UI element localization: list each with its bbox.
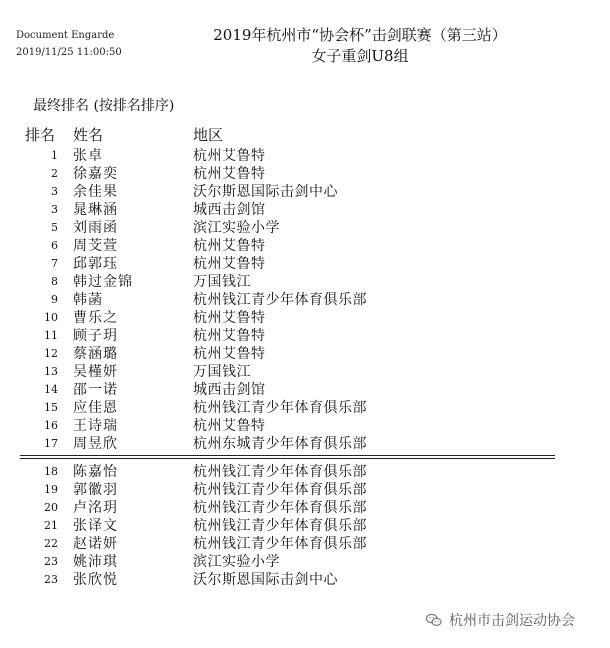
rank-cell: 11	[44, 329, 58, 342]
column-header-region: 地区	[193, 126, 224, 144]
rank-cell: 3	[51, 185, 58, 198]
region-cell: 杭州艾鲁特	[193, 238, 266, 254]
name-cell: 邵一诺	[73, 382, 118, 398]
rank-cell: 21	[44, 519, 58, 532]
ranking-table	[0, 147, 610, 589]
region-cell: 杭州钱江青少年体育俱乐部	[193, 518, 367, 534]
rank-cell: 10	[44, 311, 58, 324]
document-title: 2019年杭州市“协会杯”击剑联赛（第三站）	[213, 26, 507, 44]
table-row	[0, 399, 610, 417]
region-cell: 沃尔斯恩国际击剑中心	[193, 572, 338, 588]
table-row	[0, 309, 610, 327]
name-cell: 张译文	[73, 518, 118, 534]
table-row	[0, 327, 610, 345]
table-row	[0, 499, 610, 517]
table-divider	[0, 455, 610, 461]
name-cell: 顾子玥	[73, 328, 118, 344]
table-row	[0, 417, 610, 435]
table-row	[0, 273, 610, 291]
table-row	[0, 165, 610, 183]
region-cell: 杭州艾鲁特	[193, 148, 266, 164]
region-cell: 杭州东城青少年体育俱乐部	[193, 436, 367, 452]
name-cell: 徐嘉奕	[73, 166, 118, 182]
table-row	[0, 553, 610, 571]
name-cell: 陈嘉怡	[73, 464, 118, 480]
region-cell: 城西击剑馆	[193, 202, 266, 218]
name-cell: 曹乐之	[73, 310, 118, 326]
ranking-rows-bottom	[0, 463, 610, 589]
region-cell: 杭州艾鲁特	[193, 256, 266, 272]
name-cell: 赵诺妍	[73, 536, 118, 552]
table-row	[0, 363, 610, 381]
table-row	[0, 291, 610, 309]
table-row	[0, 481, 610, 499]
name-cell: 蔡涵璐	[73, 346, 118, 362]
region-cell: 杭州艾鲁特	[193, 418, 266, 434]
rank-cell: 1	[51, 149, 58, 162]
rank-cell: 23	[44, 573, 58, 586]
rank-cell: 22	[44, 537, 58, 550]
region-cell: 杭州艾鲁特	[193, 328, 266, 344]
name-cell: 吴槿妍	[73, 364, 118, 380]
table-row	[0, 345, 610, 363]
region-cell: 杭州钱江青少年体育俱乐部	[193, 482, 367, 498]
region-cell: 杭州钱江青少年体育俱乐部	[193, 464, 367, 480]
region-cell: 杭州钱江青少年体育俱乐部	[193, 500, 367, 516]
rank-cell: 23	[44, 555, 58, 568]
watermark-text: 杭州市击剑运动协会	[449, 613, 575, 629]
watermark	[425, 610, 575, 630]
name-cell: 卢洺玥	[73, 500, 118, 516]
app-name: Document Engarde	[16, 30, 115, 41]
table-row	[0, 237, 610, 255]
rank-cell: 8	[51, 275, 58, 288]
rank-cell: 6	[51, 239, 58, 252]
region-cell: 杭州钱江青少年体育俱乐部	[193, 400, 367, 416]
name-cell: 郭徽羽	[73, 482, 118, 498]
name-cell: 张卓	[73, 148, 103, 164]
rank-cell: 19	[44, 483, 58, 496]
rank-cell: 5	[51, 221, 58, 234]
document-subtitle: 女子重剑U8组	[311, 47, 409, 65]
table-row	[0, 535, 610, 553]
rank-cell: 20	[44, 501, 58, 514]
table-row	[0, 183, 610, 201]
table-row	[0, 219, 610, 237]
rank-cell: 15	[44, 401, 58, 414]
region-cell: 万国钱江	[193, 364, 251, 380]
rank-cell: 12	[44, 347, 58, 360]
table-row	[0, 255, 610, 273]
rank-cell: 13	[44, 365, 58, 378]
name-cell: 姚沛琪	[73, 554, 118, 570]
column-header-name: 姓名	[73, 126, 104, 144]
name-cell: 张欣悦	[73, 572, 118, 588]
table-row	[0, 435, 610, 453]
name-cell: 王诗瑞	[73, 418, 118, 434]
region-cell: 杭州钱江青少年体育俱乐部	[193, 536, 367, 552]
rank-cell: 17	[44, 437, 58, 450]
region-cell: 杭州艾鲁特	[193, 310, 266, 326]
region-cell: 杭州艾鲁特	[193, 166, 266, 182]
rank-cell: 16	[44, 419, 58, 432]
name-cell: 韩菡	[73, 292, 103, 308]
table-row	[0, 517, 610, 535]
region-cell: 沃尔斯恩国际击剑中心	[193, 184, 338, 200]
table-row	[0, 381, 610, 399]
name-cell: 应佳恩	[73, 400, 118, 416]
name-cell: 刘雨函	[73, 220, 118, 236]
rank-cell: 3	[51, 203, 58, 216]
region-cell: 滨江实验小学	[193, 220, 280, 236]
rank-cell: 7	[51, 257, 58, 270]
region-cell: 万国钱江	[193, 274, 251, 290]
name-cell: 周芠萱	[73, 238, 118, 254]
table-row	[0, 201, 610, 219]
name-cell: 余佳果	[73, 184, 118, 200]
name-cell: 晁琳涵	[73, 202, 118, 218]
rank-cell: 14	[44, 383, 58, 396]
region-cell: 城西击剑馆	[193, 382, 266, 398]
ranking-rows-top	[0, 147, 610, 453]
print-datetime: 2019/11/25 11:00:50	[16, 47, 122, 58]
name-cell: 韩过金锦	[73, 274, 133, 290]
rank-cell: 18	[44, 465, 58, 478]
wechat-icon	[425, 611, 443, 629]
table-row	[0, 571, 610, 589]
section-title: 最终排名 (按排名排序)	[33, 98, 175, 114]
name-cell: 邱郭珏	[73, 256, 118, 272]
region-cell: 杭州钱江青少年体育俱乐部	[193, 292, 367, 308]
region-cell: 滨江实验小学	[193, 554, 280, 570]
region-cell: 杭州艾鲁特	[193, 346, 266, 362]
name-cell: 周昱欣	[73, 436, 118, 452]
table-row	[0, 147, 610, 165]
table-row	[0, 463, 610, 481]
rank-cell: 2	[51, 167, 58, 180]
column-header-rank: 排名	[25, 126, 56, 144]
rank-cell: 9	[51, 293, 58, 306]
